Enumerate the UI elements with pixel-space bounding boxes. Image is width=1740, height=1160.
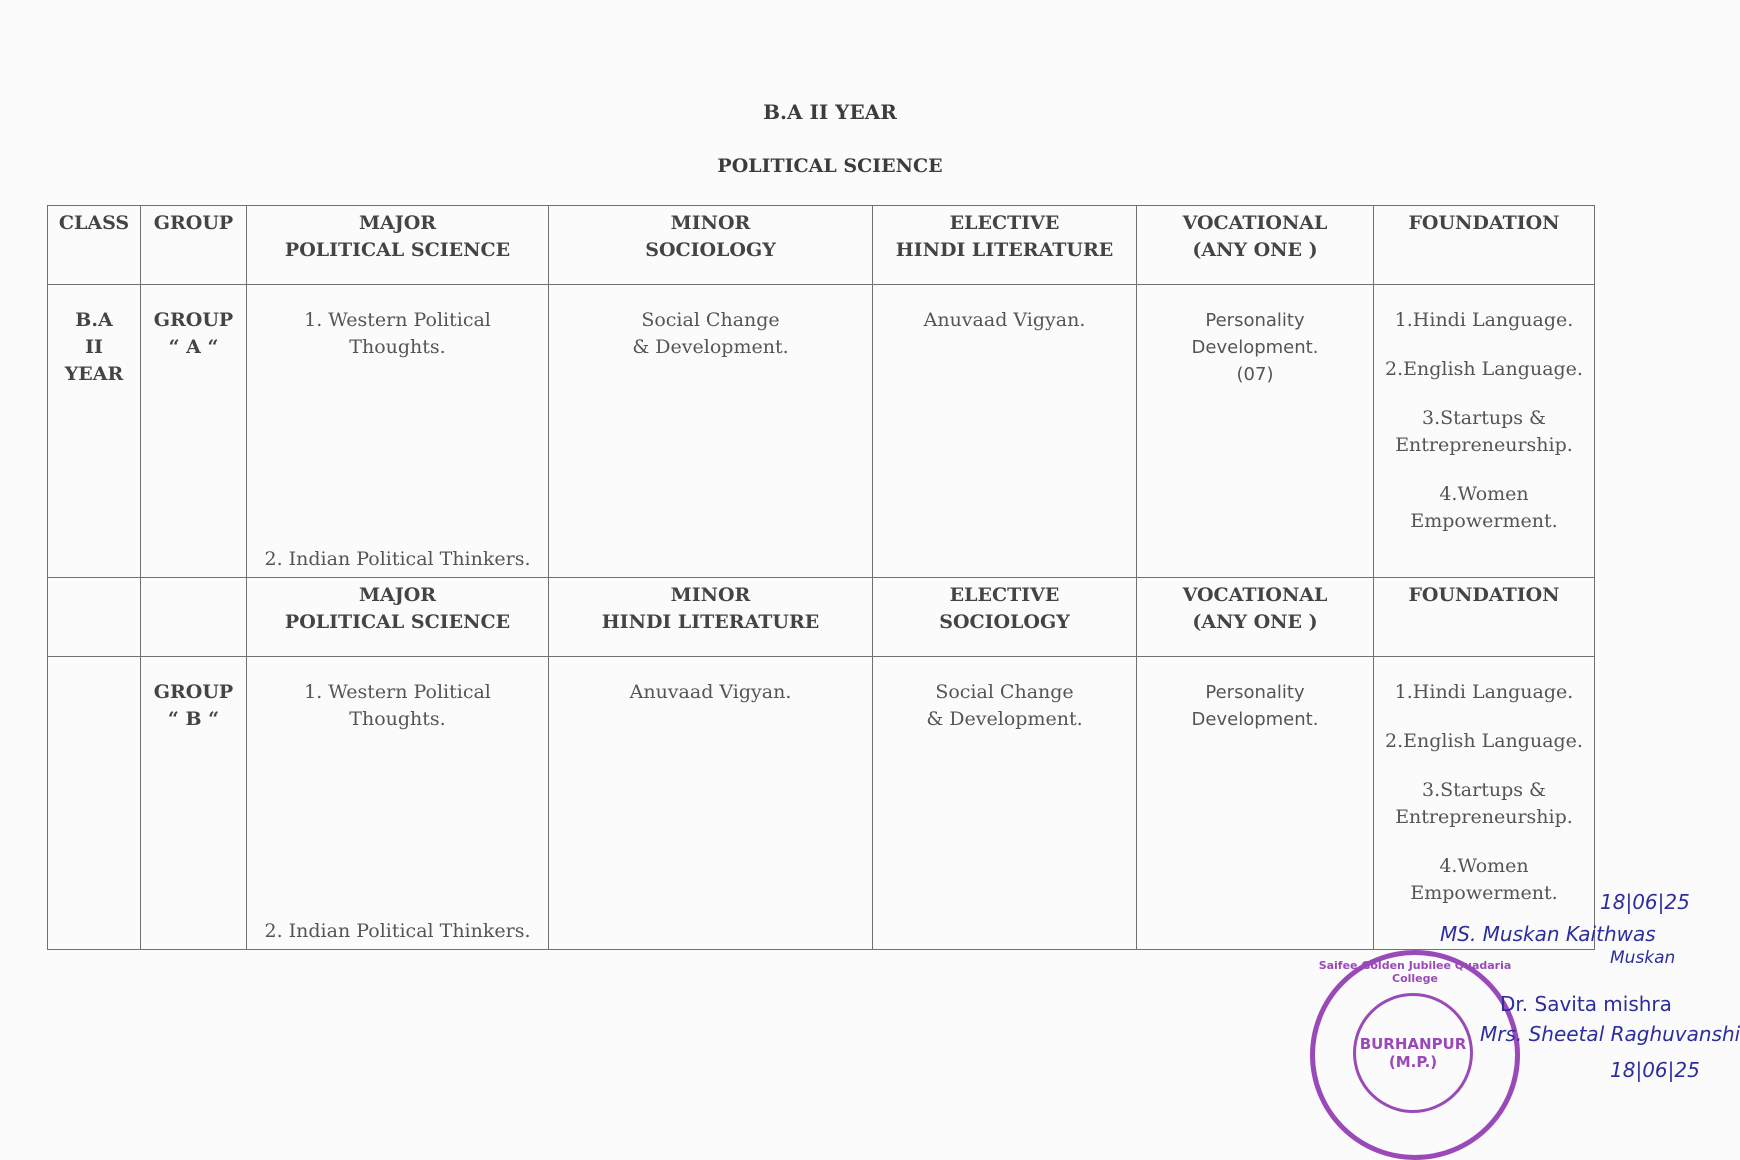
stamp-ring-text: Saifee Golden Jubilee Quadaria College (1318, 959, 1512, 985)
major-item-2: 2. Indian Political Thinkers. (264, 920, 531, 942)
minor-line: Social Change (641, 309, 780, 331)
group-letter: “ B “ (167, 708, 220, 730)
vocational-line: Development. (1191, 709, 1319, 730)
header-elective-label: ELECTIVE (949, 212, 1060, 234)
group-label: GROUP (153, 681, 234, 703)
stamp-center (1353, 993, 1473, 1113)
header-vocational-note: (ANY ONE ) (1192, 239, 1318, 261)
minor-cell: Anuvaad Vigyan. (549, 657, 873, 950)
header-elective-subject: HINDI LITERATURE (895, 239, 1114, 261)
vocational-cell (1137, 285, 1374, 578)
group-cell (141, 657, 247, 950)
header-vocational-label: VOCATIONAL (1182, 212, 1328, 234)
document-subtitle: POLITICAL SCIENCE (717, 155, 943, 177)
header-major (247, 578, 549, 657)
foundation-item (1378, 853, 1590, 907)
header-minor (549, 206, 873, 285)
header-elective (873, 206, 1137, 285)
foundation-item: 2.English Language. (1385, 358, 1583, 380)
signature-date-2: 18|06|25 (1610, 1058, 1700, 1082)
class-line: B.A (75, 309, 113, 331)
class-line: YEAR (64, 363, 124, 385)
signature-2: Dr. Savita mishra (1500, 992, 1672, 1016)
empty-cell (48, 578, 141, 657)
college-stamp (1310, 950, 1520, 1160)
vocational-line: Personality (1205, 682, 1305, 703)
group-letter: “ A “ (168, 336, 219, 358)
header-minor-label: MINOR (670, 212, 751, 234)
stamp-state: (M.P.) (1388, 1053, 1438, 1071)
foundation-text: 3.Startups & (1422, 779, 1546, 801)
vocational-line: Personality (1205, 310, 1305, 331)
document-title: B.A II YEAR (763, 100, 897, 124)
group-a-row (48, 285, 1595, 578)
header-major (247, 206, 549, 285)
foundation-item (1378, 777, 1590, 831)
vocational-cell (1137, 657, 1374, 950)
empty-cell (141, 578, 247, 657)
class-cell (48, 657, 141, 950)
header-foundation: FOUNDATION (1374, 206, 1595, 285)
minor-cell (549, 285, 873, 578)
foundation-text: 4.Women (1439, 483, 1529, 505)
header-minor-subject: HINDI LITERATURE (601, 611, 820, 633)
major-item-2: 2. Indian Political Thinkers. (264, 548, 531, 570)
header-major-label: MAJOR (358, 212, 437, 234)
foundation-item: 2.English Language. (1385, 730, 1583, 752)
minor-line: & Development. (632, 336, 789, 358)
group-b-row (48, 657, 1595, 950)
header-row-1 (48, 206, 1595, 285)
major-item-1-cont: Thoughts. (349, 336, 446, 358)
header-elective (873, 578, 1137, 657)
foundation-cell (1374, 285, 1595, 578)
major-cell (247, 285, 549, 578)
header-foundation: FOUNDATION (1374, 578, 1595, 657)
vocational-code: (07) (1236, 364, 1274, 385)
class-line: II (85, 336, 103, 358)
foundation-text: Entrepreneurship. (1395, 806, 1573, 828)
header-vocational-note: (ANY ONE ) (1192, 611, 1318, 633)
elective-line: Social Change (935, 681, 1074, 703)
group-label: GROUP (153, 309, 234, 331)
foundation-text: Empowerment. (1410, 510, 1558, 532)
major-cell (247, 657, 549, 950)
vocational-line: Development. (1191, 337, 1319, 358)
signature-1b: Muskan (1610, 948, 1676, 968)
header-group: GROUP (141, 206, 247, 285)
group-cell (141, 285, 247, 578)
header-minor-subject: SOCIOLOGY (645, 239, 776, 261)
header-major-subject: POLITICAL SCIENCE (284, 239, 511, 261)
stamp-city: BURHANPUR (1359, 1035, 1467, 1053)
header-vocational (1137, 206, 1374, 285)
elective-cell (873, 657, 1137, 950)
foundation-item (1378, 405, 1590, 459)
foundation-item (1378, 481, 1590, 535)
foundation-text: 4.Women (1439, 855, 1529, 877)
header-minor (549, 578, 873, 657)
header-vocational (1137, 578, 1374, 657)
foundation-item: 1.Hindi Language. (1394, 309, 1574, 331)
elective-cell: Anuvaad Vigyan. (873, 285, 1137, 578)
syllabus-table (47, 205, 1595, 950)
major-item-1: 1. Western Political (304, 309, 491, 331)
foundation-cell (1374, 657, 1595, 950)
header-class: CLASS (48, 206, 141, 285)
signature-1: MS. Muskan Kaithwas (1440, 922, 1656, 946)
class-cell (48, 285, 141, 578)
signature-3: Mrs. Sheetal Raghuvanshi (1480, 1022, 1740, 1046)
signature-date-1: 18|06|25 (1600, 890, 1690, 914)
header-major-label: MAJOR (358, 584, 437, 606)
header-elective-label: ELECTIVE (949, 584, 1060, 606)
header-vocational-label: VOCATIONAL (1182, 584, 1328, 606)
elective-line: & Development. (926, 708, 1083, 730)
foundation-item: 1.Hindi Language. (1394, 681, 1574, 703)
header-minor-label: MINOR (670, 584, 751, 606)
header-row-2 (48, 578, 1595, 657)
major-item-1: 1. Western Political (304, 681, 491, 703)
header-major-subject: POLITICAL SCIENCE (284, 611, 511, 633)
major-item-1-cont: Thoughts. (349, 708, 446, 730)
foundation-text: Entrepreneurship. (1395, 434, 1573, 456)
foundation-text: 3.Startups & (1422, 407, 1546, 429)
header-elective-subject: SOCIOLOGY (939, 611, 1070, 633)
foundation-text: Empowerment. (1410, 882, 1558, 904)
